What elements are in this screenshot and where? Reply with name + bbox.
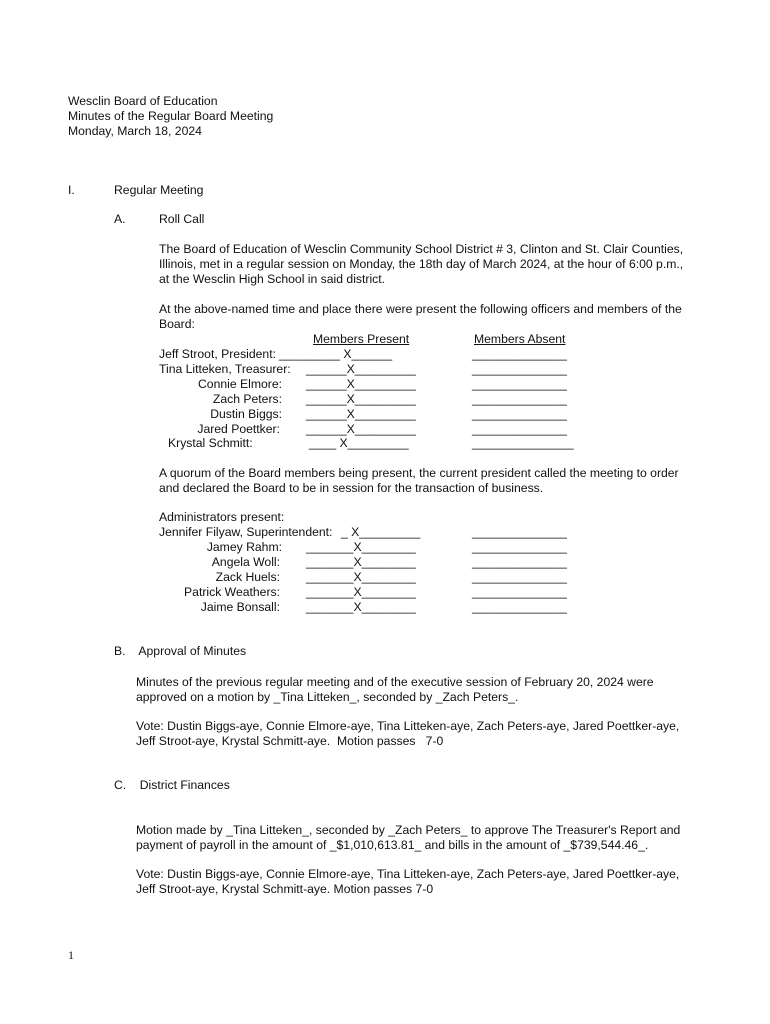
section-i-numeral: I.	[68, 183, 75, 197]
quorum-line: and declared the Board to be in session for the transaction of business.	[159, 481, 544, 495]
minutes-motion-line: Minutes of the previous regular meeting and of the executive session of February 20, 2024 were	[136, 675, 654, 689]
document-title: Minutes of the Regular Board Meeting	[68, 109, 274, 123]
section-c-heading: C. District Finances	[114, 778, 230, 792]
member-name: Krystal Schmitt:	[168, 436, 253, 450]
member-name: Dustin Biggs:	[210, 407, 282, 421]
member-name: Connie Elmore:	[198, 377, 282, 391]
minutes-motion-line: approved on a motion by _Tina Litteken_, seconded by _Zach Peters_.	[136, 690, 519, 704]
member-name: Tina Litteken, Treasurer:	[159, 362, 291, 376]
member-present-mark: ______X_________	[306, 407, 416, 421]
admin-present-mark: _______X________	[306, 570, 416, 584]
admin-name: Jaime Bonsall:	[200, 600, 280, 614]
member-absent-mark: ______________	[472, 422, 567, 436]
finance-vote-line: Jeff Stroot-aye, Krystal Schmitt-aye. Motion passes 7-0	[136, 882, 434, 896]
admin-absent-mark: ______________	[472, 570, 567, 584]
section-i-title: Regular Meeting	[114, 183, 204, 197]
members-absent-header: Members Absent	[474, 332, 566, 346]
admin-absent-mark: ______________	[472, 600, 567, 614]
member-present-mark: _________ X______	[279, 347, 393, 361]
member-name: Zach Peters:	[212, 392, 282, 406]
member-present-mark: ______X_________	[306, 377, 416, 391]
finance-vote-line: Vote: Dustin Biggs-aye, Connie Elmore-aye, Tina Litteken-aye, Zach Peters-aye, Jared Poettker-aye,	[136, 867, 680, 881]
minutes-vote-line: Jeff Stroot-aye, Krystal Schmitt-aye. Motion passes 7-0	[136, 734, 444, 748]
admin-name: Jennifer Filyaw, Superintendent:	[159, 525, 333, 539]
quorum-line: A quorum of the Board members being present, the current president called the meeting to order	[159, 466, 679, 480]
admin-name: Patrick Weathers:	[184, 585, 280, 599]
member-name: Jeff Stroot, President:	[159, 347, 276, 361]
member-absent-mark: ______________	[472, 347, 567, 361]
intro-line: Illinois, met in a regular session on Monday, the 18th day of March 2024, at the hour of 6:00 p.m.,	[159, 257, 684, 271]
admin-name: Zack Huels:	[215, 570, 280, 584]
admin-name: Jamey Rahm:	[206, 540, 282, 554]
section-b-heading: B. Approval of Minutes	[114, 644, 247, 658]
member-present-mark: ______X_________	[306, 362, 416, 376]
admin-present-mark: _______X________	[306, 555, 416, 569]
minutes-vote-line: Vote: Dustin Biggs-aye, Connie Elmore-aye, Tina Litteken-aye, Zach Peters-aye, Jared Poettker-aye,	[136, 719, 680, 733]
meeting-date: Monday, March 18, 2024	[68, 124, 202, 138]
member-absent-mark: ______________	[472, 407, 567, 421]
administrators-label: Administrators present:	[159, 510, 285, 524]
member-absent-mark: ______________	[472, 377, 567, 391]
member-present-mark: ____ X_________	[309, 436, 409, 450]
member-absent-mark: ______________	[472, 392, 567, 406]
admin-present-mark: _______X________	[306, 600, 416, 614]
members-present-header: Members Present	[313, 332, 410, 346]
section-a-title: Roll Call	[159, 212, 205, 226]
presence-line: Board:	[159, 317, 195, 331]
admin-absent-mark: ______________	[472, 540, 567, 554]
member-present-mark: ______X_________	[306, 392, 416, 406]
section-a-letter: A.	[114, 212, 126, 226]
page-number: 1	[68, 948, 74, 962]
member-name: Jared Poettker:	[197, 422, 280, 436]
admin-name: Angela Woll:	[211, 555, 280, 569]
org-name: Wesclin Board of Education	[68, 94, 218, 108]
admin-absent-mark: ______________	[472, 585, 567, 599]
intro-line: The Board of Education of Wesclin Community School District # 3, Clinton and St. Clair Counties,	[159, 242, 684, 256]
presence-line: At the above-named time and place there were present the following officers and members of the	[159, 302, 682, 316]
member-absent-mark: ______________	[472, 362, 567, 376]
member-absent-mark: _______________	[472, 436, 574, 450]
admin-absent-mark: ______________	[472, 525, 567, 539]
intro-line: at the Wesclin High School in said district.	[159, 272, 386, 286]
admin-absent-mark: ______________	[472, 555, 567, 569]
admin-present-mark: _ X_________	[341, 525, 421, 539]
finance-motion-line: payment of payroll in the amount of _$1,010,613.81_ and bills in the amount of _$739,544.46_.	[136, 838, 649, 852]
finance-motion-line: Motion made by _Tina Litteken_, seconded by _Zach Peters_ to approve The Treasurer's Report and	[136, 823, 681, 837]
admin-present-mark: _______X________	[306, 540, 416, 554]
admin-present-mark: _______X________	[306, 585, 416, 599]
member-present-mark: ______X_________	[306, 422, 416, 436]
